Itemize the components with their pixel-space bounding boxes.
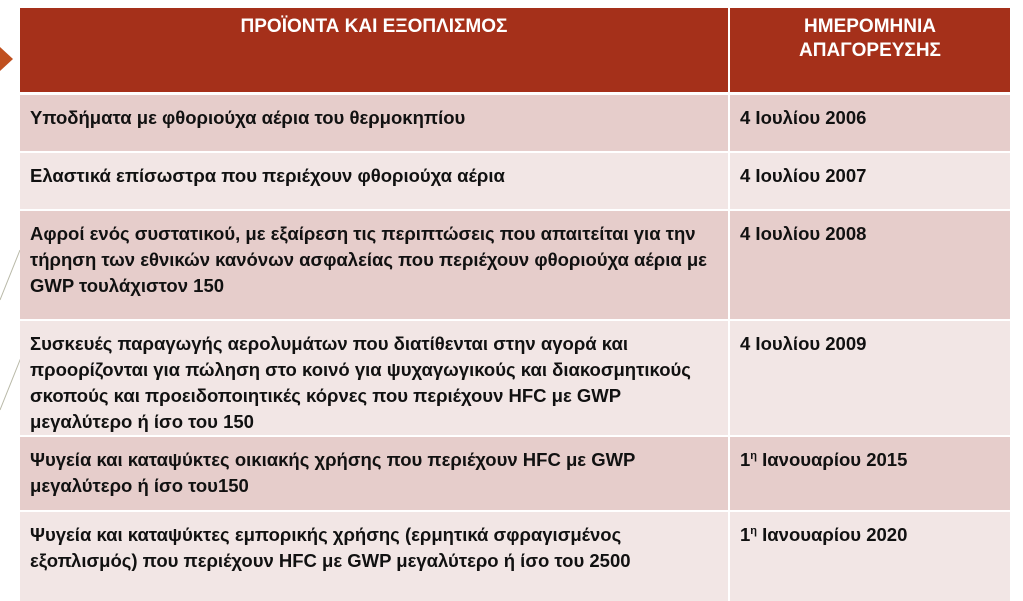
date-superscript: η <box>750 524 758 537</box>
product-cell: Υποδήματα με φθοριούχα αέρια του θερμοκηπίου <box>20 93 729 152</box>
date-cell <box>729 511 1010 601</box>
product-cell: Ψυγεία και καταψύκτες εμπορικής χρήσης (ερμητικά σφραγισμένος εξοπλισμός) που περιέχουν HFC με GWP μεγαλύτερο ή ίσο του 2500 <box>20 511 729 601</box>
deco-line-1 <box>0 250 20 300</box>
date-cell <box>729 210 1010 320</box>
product-cell: Συσκευές παραγωγής αερολυμάτων που διατίθενται στην αγορά και προορίζονται για πώληση στο κοινό για ψυχαγωγικούς και διακοσμητικούς σκοπούς και προειδοποιητικές κόρνες που περιέχουν HFC με GWP μεγαλύτερο ή ίσο του 150 <box>20 320 729 436</box>
table-row <box>20 320 1010 436</box>
table-row <box>20 152 1010 210</box>
header-products: ΠΡΟΪΟΝΤΑ ΚΑΙ ΕΞΟΠΛΙΣΜΟΣ <box>20 8 729 93</box>
date-cell <box>729 436 1010 511</box>
date-cell <box>729 152 1010 210</box>
header-ban-date: ΗΜΕΡΟΜΗΝΙΑ ΑΠΑΓΟΡΕΥΣΗΣ <box>729 8 1010 93</box>
date-text: 4 Ιουλίου 2009 <box>740 333 867 354</box>
ban-dates-table <box>20 8 1010 601</box>
table-header-row <box>20 8 1010 93</box>
table-row <box>20 210 1010 320</box>
date-cell <box>729 320 1010 436</box>
table-row <box>20 93 1010 152</box>
bullet-arrow-icon <box>0 47 13 71</box>
date-suffix: Ιανουαρίου 2020 <box>757 524 908 545</box>
date-cell <box>729 93 1010 152</box>
product-cell: Ψυγεία και καταψύκτες οικιακής χρήσης που περιέχουν HFC με GWP μεγαλύτερο ή ίσο του150 <box>20 436 729 511</box>
date-text: 4 Ιουλίου 2007 <box>740 165 867 186</box>
table-row <box>20 436 1010 511</box>
date-suffix: Ιανουαρίου 2015 <box>757 449 908 470</box>
date-superscript: η <box>750 449 758 462</box>
table-row <box>20 511 1010 601</box>
deco-line-2 <box>0 355 22 410</box>
product-cell: Ελαστικά επίσωστρα που περιέχουν φθοριούχα αέρια <box>20 152 729 210</box>
date-text: 4 Ιουλίου 2006 <box>740 106 867 128</box>
product-cell: Αφροί ενός συστατικού, με εξαίρεση τις περιπτώσεις που απαιτείται για την τήρηση των εθνικών κανόνων ασφαλείας που περιέχουν φθοριούχα αέρια με GWP τουλάχιστον 150 <box>20 210 729 320</box>
date-text: 1 <box>740 524 751 545</box>
date-text: 4 Ιουλίου 2008 <box>740 223 867 244</box>
date-text: 1 <box>740 449 751 470</box>
